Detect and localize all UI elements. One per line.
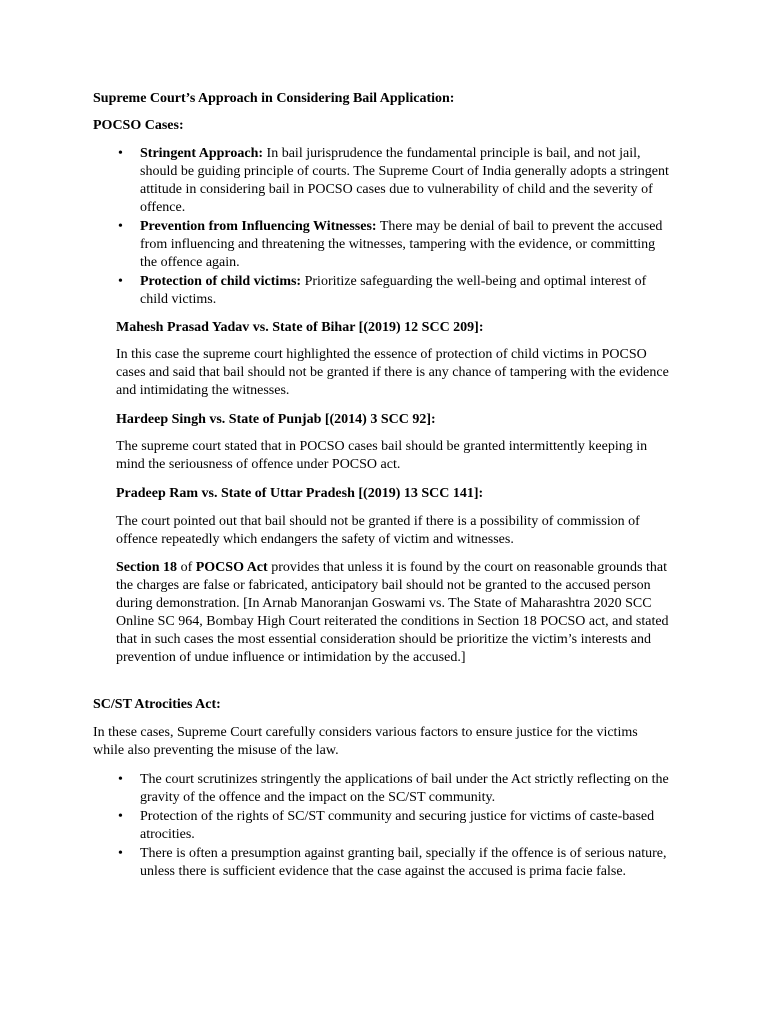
bullet-icon: •	[118, 146, 123, 161]
document-title: Supreme Court’s Approach in Considering Bail Application:	[93, 91, 455, 106]
bullet-label: Protection of child victims:	[140, 274, 302, 289]
pocso-bullet-child-victims	[93, 273, 673, 309]
scst-bullet-scrutiny	[93, 771, 678, 807]
case-title-hardeep: Hardeep Singh vs. State of Punjab [(2014) 3 SCC 92]:	[116, 412, 436, 427]
scst-bullet-protection	[93, 808, 678, 844]
bullet-icon: •	[118, 772, 123, 787]
bullet-text: There may be denial of bail to prevent the accused from influencing and threatening the witnesses, tampering with the evidence, or committing the offence again.	[140, 219, 663, 270]
bullet-label: Prevention from Influencing Witnesses:	[140, 219, 377, 234]
pocso-bullet-witnesses	[93, 218, 673, 272]
bullet-icon: •	[118, 219, 123, 234]
bullet-icon: •	[118, 846, 123, 861]
pocso-heading: POCSO Cases:	[93, 118, 184, 133]
scst-heading: SC/ST Atrocities Act:	[93, 697, 221, 712]
bullet-label: Stringent Approach:	[140, 146, 264, 161]
bullet-text: There is often a presumption against granting bail, specially if the offence is of serious nature, unless there is sufficient evidence that the case against the accused is prima facie false.	[140, 846, 667, 879]
bullet-text: Prioritize safeguarding the well-being and optimal interest of child victims.	[140, 274, 647, 307]
pocso-bullet-stringent	[93, 145, 673, 217]
case-title-pradeep: Pradeep Ram vs. State of Uttar Pradesh [(2019) 13 SCC 141]:	[116, 486, 484, 501]
section18-paragraph	[116, 559, 676, 667]
section18-text: provides that unless it is found by the court on reasonable grounds that the charges are false or fabricated, anticipatory bail should not be granted to the accused person during demonstration. [In Arnab Manoranjan Goswami vs. The State of Maharashtra 2020 SCC Online SC 964, Bombay High Court reiterated the conditions in Section 18 POCSO act, and stated that in such cases the most essential consideration should be prioritize the victim’s interests and prevention of undue influence or intimidation by the accused.]	[116, 560, 669, 665]
pocso-bullet-list	[93, 145, 673, 310]
case-text-hardeep: The supreme court stated that in POCSO cases bail should be granted intermittently keeping in mind the seriousness of offence under POCSO act.	[116, 439, 648, 472]
bullet-text: In bail jurisprudence the fundamental principle is bail, and not jail, should be guiding principle of courts. The Supreme Court of India generally adopts a stringent attitude in considering bail in POCSO cases due to vulnerability of child and the severity of offence.	[140, 146, 669, 215]
case-text-pradeep: The court pointed out that bail should not be granted if there is a possibility of commission of offence repeatedly which endangers the safety of victim and witnesses.	[116, 514, 640, 547]
scst-bullet-list	[93, 771, 678, 882]
bullet-text: Protection of the rights of SC/ST community and securing justice for victims of caste-based atrocities.	[140, 809, 655, 842]
scst-intro: In these cases, Supreme Court carefully considers various factors to ensure justice for the victims while also preventing the misuse of the law.	[93, 725, 638, 758]
section18-act: POCSO Act	[195, 560, 268, 575]
scst-bullet-presumption	[93, 845, 678, 881]
bullet-text: The court scrutinizes stringently the applications of bail under the Act strictly reflecting on the gravity of the offence and the impact on the SC/ST community.	[140, 772, 669, 805]
bullet-icon: •	[118, 274, 123, 289]
section18-of: of	[177, 560, 196, 575]
case-title-mahesh: Mahesh Prasad Yadav vs. State of Bihar [(2019) 12 SCC 209]:	[116, 320, 484, 335]
bullet-icon: •	[118, 809, 123, 824]
case-text-mahesh: In this case the supreme court highlighted the essence of protection of child victims in POCSO cases and said that bail should not be granted if there is any chance of tampering with the evidence and intimidating the witnesses.	[116, 347, 669, 398]
section18-label: Section 18	[116, 560, 178, 575]
